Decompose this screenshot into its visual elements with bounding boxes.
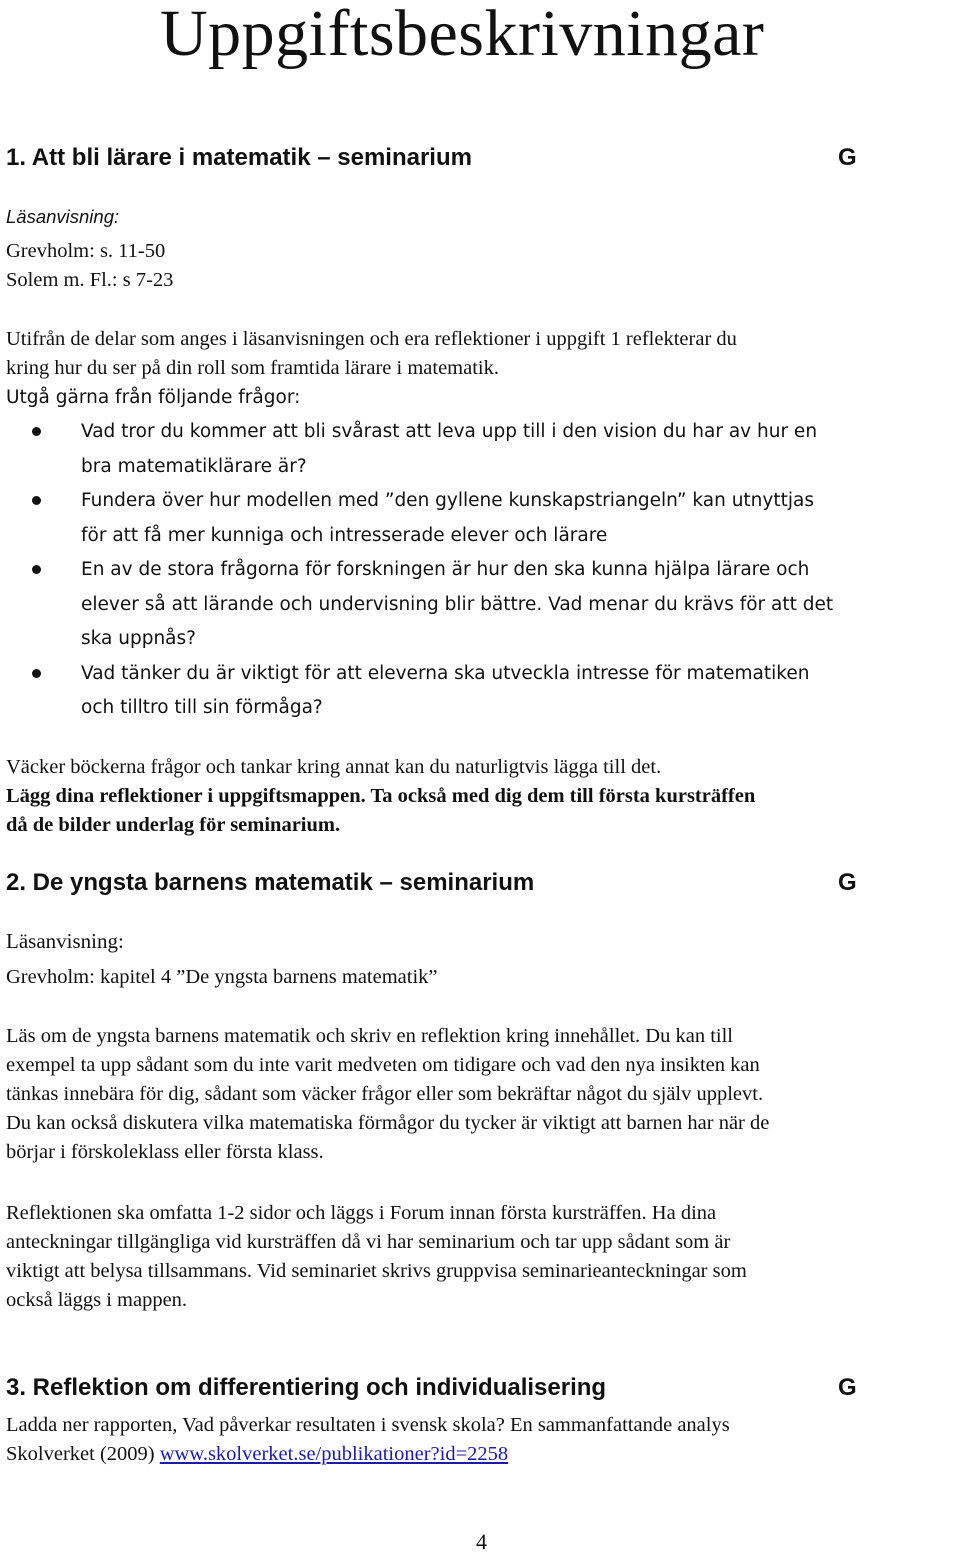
question-item: Vad tror du kommer att bli svårast att leva upp till i den vision du har av hur en bra matematiklärare är? (0, 415, 960, 484)
section-3-grade: G (838, 1374, 857, 1401)
question-item: En av de stora frågorna för forskningen är hur den ska kunna hjälpa lärare och elever så att lärande och undervisning blir bättre. Vad menar du krävs för att det ska uppnås? (0, 553, 960, 657)
section-1-grade: G (838, 144, 857, 171)
reading-item: Grevholm: s. 11-50 (6, 240, 166, 262)
section-1-reading-list (6, 237, 956, 295)
section-2-paragraph-2: Reflektionen ska omfatta 1-2 sidor och läggs i Forum innan första kursträffen. Ha dina anteckningar tillgängliga vid kursträffen då vi har seminarium och tar upp sådant som är viktigt att belysa tillsammans. Vid seminariet skrivs gruppvisa seminarieanteckningar som också läggs i mappen. (6, 1202, 747, 1311)
question-item: Vad tänker du är viktigt för att eleverna ska utveckla intresse för matematiken och tilltro till sin förmåga? (0, 657, 960, 726)
bullet-icon (32, 427, 41, 436)
bullet-icon (32, 565, 41, 574)
section-3-body: Ladda ner rapporten, Vad påverkar resultaten i svensk skola? En sammanfattande analys Skolverket (2009) www.skolverket.se/publikationer?id=2258 (6, 1414, 730, 1465)
page-title: Uppgiftsbeskrivningar (160, 0, 765, 70)
reading-item: Grevholm: kapitel 4 ”De yngsta barnens matematik” (6, 966, 438, 988)
section-1-question-list (0, 415, 960, 726)
skolverket-link[interactable]: www.skolverket.se/publikationer?id=2258 (159, 1443, 509, 1465)
section-1-closing: Väcker böckerna frågor och tankar kring annat kan du naturligtvis lägga till det. Lägg dina reflektioner i uppgiftsmappen. Ta också med dig dem till första kursträffen då de bilder underlag för seminarium. (6, 753, 956, 840)
closing-bold-line: Lägg dina reflektioner i uppgiftsmappen. Ta också med dig dem till första kursträffen (6, 785, 756, 807)
bullet-icon (32, 669, 41, 678)
section-2-heading (6, 868, 956, 898)
intro-line: Utifrån de delar som anges i läsanvisningen och era reflektioner i uppgift 1 reflekterar du (6, 328, 737, 350)
section-1-intro (6, 325, 956, 383)
section-2-heading-text: 2. De yngsta barnens matematik – seminarium (6, 869, 535, 896)
section-1-heading-text: 1. Att bli lärare i matematik – seminarium (6, 144, 472, 171)
page-number: 4 (476, 1529, 487, 1554)
section-2-reading-label: Läsanvisning: (6, 929, 124, 953)
section-1-questions-lead: Utgå gärna från följande frågor: (6, 387, 301, 408)
bullet-icon (32, 496, 41, 505)
closing-bold-line: då de bilder underlag för seminarium. (6, 814, 341, 836)
section-1-heading (6, 143, 956, 173)
section-3-heading (6, 1373, 956, 1403)
section-3-heading-text: 3. Reflektion om differentiering och individualisering (6, 1374, 607, 1401)
section-2-reading (6, 963, 956, 992)
section-2-paragraph-1: Läs om de yngsta barnens matematik och skriv en reflektion kring innehållet. Du kan till exempel ta upp sådant som du inte varit medveten om tidigare och vad den nya insikten kan tänkas innebära för dig, sådant som väcker frågor eller som bekräftar något du själv upplevt. Du kan också diskutera vilka matematiska förmågor du tycker är viktigt att barnen har när de börjar i förskoleklass eller första klass. (6, 1025, 770, 1163)
section-1-reading-label: Läsanvisning: (6, 206, 120, 227)
reading-item: Solem m. Fl.: s 7-23 (6, 269, 174, 291)
intro-line: kring hur du ser på din roll som framtida lärare i matematik. (6, 357, 499, 379)
section-2-grade: G (838, 869, 857, 896)
question-item: Fundera över hur modellen med ”den gyllene kunskapstriangeln” kan utnyttjas för att få mer kunniga och intresserade elever och lärare (0, 484, 960, 553)
